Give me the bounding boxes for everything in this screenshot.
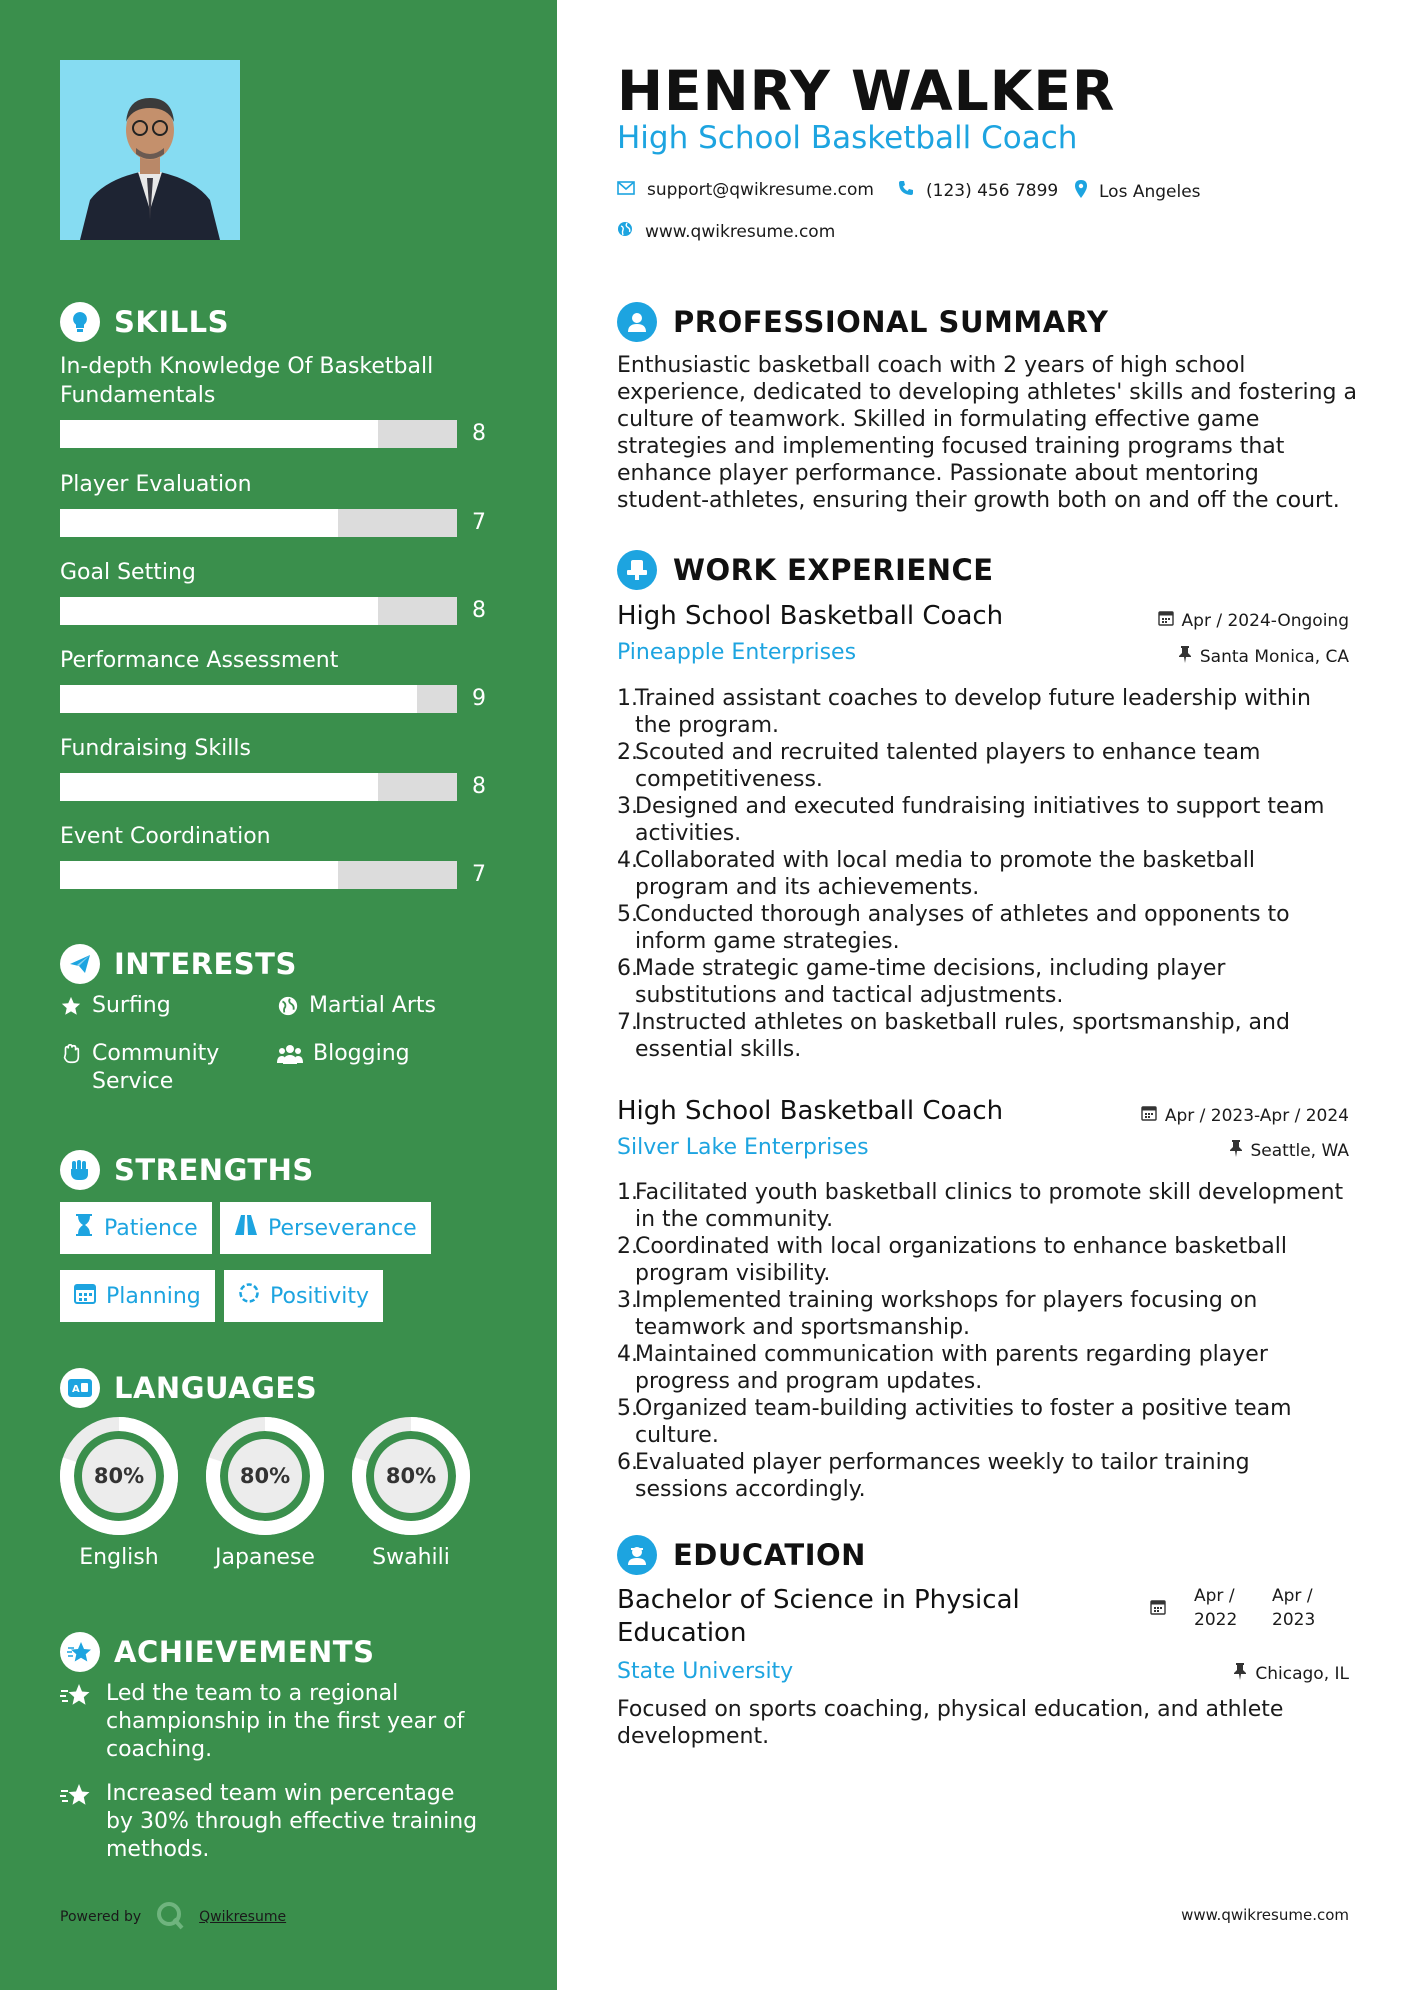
skill-value: 8: [472, 421, 486, 446]
footer-url[interactable]: www.qwikresume.com: [1181, 1906, 1349, 1924]
job-location: [1178, 645, 1349, 668]
duty-item: [617, 739, 1347, 793]
skill-bar: [60, 685, 457, 713]
interest-item: [60, 1040, 240, 1096]
company-name: Silver Lake Enterprises: [617, 1135, 869, 1160]
job-title: High School Basketball Coach: [617, 601, 1004, 631]
languages-heading: [60, 1368, 317, 1408]
strength-badge: [60, 1202, 212, 1254]
skill-bar-fill: [60, 685, 417, 713]
interest-label: Blogging: [313, 1041, 410, 1066]
duty-text: Organized team-building activities to foster a positive team culture.: [635, 1396, 1292, 1448]
company-name: Pineapple Enterprises: [617, 640, 857, 665]
profile-photo: [60, 60, 240, 240]
contact-website[interactable]: [617, 221, 835, 242]
language-name: Japanese: [215, 1545, 315, 1570]
education-location: [1233, 1662, 1349, 1685]
skill-bar: [60, 420, 457, 448]
fist-icon: [60, 1150, 100, 1190]
education-start-date: Apr / 2022: [1194, 1586, 1238, 1630]
lightbulb-icon: [60, 302, 100, 342]
candidate-name: HENRY WALKER: [617, 59, 1116, 123]
skill-name: Fundraising Skills: [60, 736, 251, 761]
duty-number: 4.: [617, 1342, 638, 1367]
duty-text: Coordinated with local organizations to enhance basketball program visibility.: [635, 1234, 1287, 1286]
duty-text: Designed and executed fundraising initiatives to support team activities.: [635, 794, 1325, 846]
strength-label: Planning: [106, 1283, 201, 1309]
duty-item: [617, 1341, 1347, 1395]
skill-name: Performance Assessment: [60, 648, 339, 673]
skill-bar-fill: [60, 597, 378, 625]
skill-value: 8: [472, 598, 486, 623]
language-item: [204, 1415, 326, 1570]
language-item: [350, 1415, 472, 1570]
duty-number: 2.: [617, 740, 638, 765]
duty-number: 6.: [617, 956, 638, 981]
calendar-icon: [1150, 1598, 1166, 1622]
job-dates-text: Apr / 2024-Ongoing: [1181, 610, 1349, 631]
pushpin-icon: [1229, 1139, 1243, 1162]
achievement-text: Led the team to a regional championship in the first year of coaching.: [106, 1681, 465, 1762]
duty-item: [617, 847, 1347, 901]
experience-heading: [617, 550, 994, 590]
job-location: [1229, 1139, 1350, 1162]
skill-name: In-depth Knowledge Of Basketball Fundamentals: [60, 354, 434, 408]
pushpin-icon: [1178, 645, 1192, 668]
summary-text: Enthusiastic basketball coach with 2 years of high school experience, dedicated to developing athletes' skills and fostering a culture of teamwork. Skilled in formulating effective game strategies and implementing focused training programs that enhance player performance. Passionate about mentoring student-athletes, ensuring their growth both on and off the court.: [617, 353, 1357, 513]
language-ring: [350, 1415, 472, 1537]
skill-value: 7: [472, 510, 486, 535]
duty-text: Implemented training workshops for players focusing on teamwork and sportsmanship.: [635, 1288, 1258, 1340]
language-percent: 80%: [93, 1464, 145, 1488]
duty-number: 3.: [617, 794, 638, 819]
duty-item: [617, 1233, 1347, 1287]
strength-badge: [220, 1202, 431, 1254]
location-text: Los Angeles: [1099, 181, 1201, 202]
education-dates: [1150, 1584, 1322, 1632]
skill-bar-fill: [60, 861, 338, 889]
duty-text: Facilitated youth basketball clinics to promote skill development in the community.: [635, 1180, 1344, 1232]
strength-label: Positivity: [270, 1283, 370, 1309]
job-duties: [617, 1179, 1347, 1503]
language-item: [58, 1415, 180, 1570]
achievement-item: [60, 1780, 480, 1864]
star-badge-icon: [60, 1680, 92, 1764]
skills-heading: [60, 302, 229, 342]
experience-title: WORK EXPERIENCE: [673, 553, 994, 587]
job-location-text: Seattle, WA: [1250, 1140, 1349, 1161]
user-icon: [617, 302, 657, 342]
duty-number: 5.: [617, 1396, 638, 1421]
duty-text: Instructed athletes on basketball rules, sportsmanship, and essential skills.: [635, 1010, 1290, 1062]
duty-item: [617, 1179, 1347, 1233]
education-heading: [617, 1535, 866, 1575]
strengths-title: STRENGTHS: [114, 1153, 314, 1187]
duty-number: 1.: [617, 1180, 638, 1205]
briefcase-icon: [617, 550, 657, 590]
job-dates: [1141, 1105, 1349, 1126]
achievements-title: ACHIEVEMENTS: [114, 1635, 375, 1669]
duty-number: 1.: [617, 686, 638, 711]
pushpin-icon: [1233, 1662, 1247, 1685]
hourglass-icon: [74, 1213, 94, 1243]
svg-text:A: A: [72, 1384, 81, 1395]
duty-text: Collaborated with local media to promote the basketball program and its achievements.: [635, 848, 1255, 900]
interest-label: Surfing: [92, 993, 171, 1018]
interest-item: [60, 992, 171, 1025]
language-percent: 80%: [385, 1464, 437, 1488]
users-icon: [277, 1040, 303, 1073]
duty-item: [617, 955, 1347, 1009]
job-dates-text: Apr / 2023-Apr / 2024: [1164, 1105, 1349, 1126]
skill-value: 7: [472, 862, 486, 887]
duty-number: 2.: [617, 1234, 638, 1259]
language-percent: 80%: [239, 1464, 291, 1488]
star-icon: [60, 992, 82, 1025]
duty-text: Maintained communication with parents regarding player progress and program updates.: [635, 1342, 1268, 1394]
duty-item: [617, 1395, 1347, 1449]
duty-number: 4.: [617, 848, 638, 873]
strength-badge: [224, 1270, 383, 1322]
summary-title: PROFESSIONAL SUMMARY: [673, 305, 1109, 339]
interest-label: Community Service: [92, 1041, 220, 1094]
skill-name: Player Evaluation: [60, 472, 252, 497]
achievement-item: [60, 1680, 480, 1764]
qwikresume-link[interactable]: Qwikresume: [199, 1909, 287, 1925]
hand-icon: [60, 1040, 82, 1073]
skill-bar: [60, 861, 457, 889]
graduate-icon: [617, 1535, 657, 1575]
language-ring: [58, 1415, 180, 1537]
skill-bar-fill: [60, 420, 378, 448]
education-location-text: Chicago, IL: [1255, 1663, 1349, 1684]
language-card-icon: [60, 1368, 100, 1408]
powered-by: [60, 1900, 286, 1934]
degree-title: Bachelor of Science in Physical Education: [617, 1585, 1020, 1648]
language-name: English: [79, 1545, 159, 1570]
contact-phone[interactable]: [898, 180, 1058, 201]
school-name: State University: [617, 1659, 794, 1684]
contact-location: [1075, 180, 1201, 203]
skill-bar: [60, 773, 457, 801]
skill-bar-fill: [60, 509, 338, 537]
skill-bar: [60, 509, 457, 537]
skill-name: Goal Setting: [60, 560, 196, 585]
education-description: Focused on sports coaching, physical education, and athlete development.: [617, 1697, 1284, 1749]
calendar-icon: [1141, 1105, 1157, 1126]
skill-bar-fill: [60, 773, 378, 801]
language-ring: [204, 1415, 326, 1537]
duty-number: 3.: [617, 1288, 638, 1313]
language-name: Swahili: [372, 1545, 450, 1570]
skill-name: Event Coordination: [60, 824, 271, 849]
job-location-text: Santa Monica, CA: [1199, 646, 1349, 667]
duty-text: Made strategic game-time decisions, including player substitutions and tactical adjustments.: [635, 956, 1226, 1008]
duty-item: [617, 685, 1347, 739]
website-text: www.qwikresume.com: [645, 221, 836, 242]
duty-item: [617, 1449, 1347, 1503]
duty-item: [617, 793, 1347, 847]
duty-item: [617, 1009, 1347, 1063]
globe-icon: [277, 992, 299, 1025]
duty-number: 6.: [617, 1450, 638, 1475]
phone-text: (123) 456 7899: [926, 180, 1059, 201]
duty-number: 5.: [617, 902, 638, 927]
contact-email[interactable]: [617, 180, 874, 200]
duty-text: Scouted and recruited talented players to enhance team competitiveness.: [635, 740, 1261, 792]
summary-heading: [617, 302, 1108, 342]
interest-item: [277, 992, 436, 1025]
email-text: support@qwikresume.com: [647, 180, 874, 200]
skill-value: 9: [472, 686, 486, 711]
envelope-icon: [617, 180, 635, 200]
job-title: High School Basketball Coach: [617, 1096, 1004, 1126]
strength-label: Perseverance: [268, 1215, 417, 1241]
strengths-heading: [60, 1150, 314, 1190]
duty-item: [617, 1287, 1347, 1341]
education-end-date: Apr / 2023: [1272, 1586, 1316, 1630]
paper-plane-icon: [60, 944, 100, 984]
skills-title: SKILLS: [114, 305, 229, 339]
globe-icon: [617, 221, 633, 242]
star-badge-icon: [60, 1780, 92, 1864]
education-title: EDUCATION: [673, 1538, 866, 1572]
duty-item: [617, 901, 1347, 955]
interest-label: Martial Arts: [309, 993, 437, 1018]
achievements-heading: [60, 1632, 374, 1672]
interest-item: [277, 1040, 410, 1073]
duty-text: Evaluated player performances weekly to tailor training sessions accordingly.: [635, 1450, 1250, 1502]
duty-text: Trained assistant coaches to develop future leadership within the program.: [635, 686, 1311, 738]
calendar-icon: [1158, 610, 1174, 631]
duty-number: 7.: [617, 1010, 638, 1035]
strength-label: Patience: [104, 1215, 198, 1241]
job-dates: [1158, 610, 1349, 631]
strength-badge: [60, 1270, 215, 1322]
interests-title: INTERESTS: [114, 947, 297, 981]
interests-heading: [60, 944, 297, 984]
skill-value: 8: [472, 774, 486, 799]
powered-by-label: Powered by: [60, 1909, 142, 1925]
star-badge-icon: [60, 1632, 100, 1672]
qwikresume-logo-icon: [155, 1900, 185, 1934]
sidebar: [0, 0, 557, 1990]
candidate-role: High School Basketball Coach: [617, 120, 1078, 156]
achievement-text: Increased team win percentage by 30% through effective training methods.: [106, 1781, 478, 1862]
calendar-icon: [74, 1282, 96, 1310]
skill-bar: [60, 597, 457, 625]
job-duties: [617, 685, 1347, 1063]
languages-title: LANGUAGES: [114, 1371, 318, 1405]
road-icon: [234, 1214, 258, 1242]
circle-notch-icon: [238, 1282, 260, 1310]
phone-icon: [898, 180, 914, 201]
map-pin-icon: [1075, 180, 1087, 203]
duty-text: Conducted thorough analyses of athletes and opponents to inform game strategies.: [635, 902, 1290, 954]
